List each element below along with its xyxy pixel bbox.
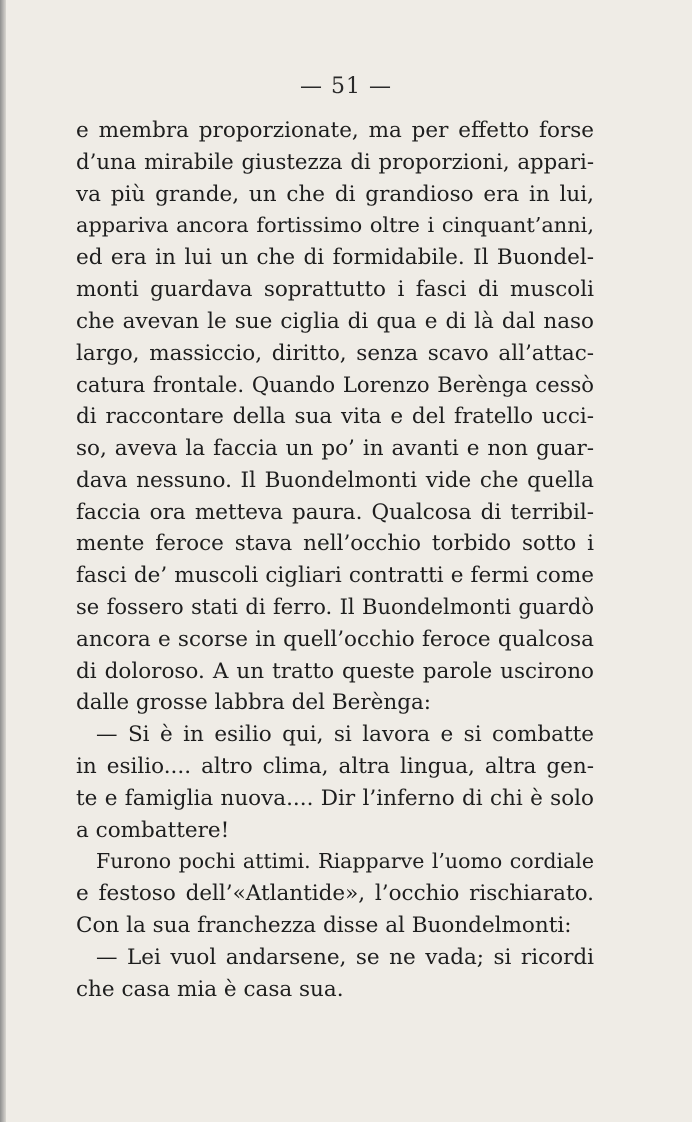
text-line: in esilio.... altro clima, altra lingua, altra gen- — [76, 753, 594, 779]
text-line: appariva ancora fortissimo oltre i cinquant’anni, — [76, 213, 594, 238]
text-line: dava nessuno. Il Buondelmonti vide che quella — [76, 467, 594, 493]
text-line: monti guardava soprattutto i fasci di muscoli — [76, 276, 594, 302]
text-line: va più grande, un che di grandioso era in lui, — [76, 181, 594, 207]
text-line: largo, massiccio, diritto, senza scavo all’attac- — [76, 340, 594, 366]
text-line: e membra proporzionate, ma per effetto forse — [76, 118, 594, 143]
text-line: che avevan le sue ciglia di qua e di là dal naso — [76, 308, 594, 334]
text-line: che casa mia è casa sua. — [76, 976, 344, 1002]
text-line: faccia ora metteva paura. Qualcosa di terribil- — [76, 499, 594, 525]
text-line: di raccontare della sua vita e del fratello ucci- — [76, 404, 594, 430]
text-line: mente feroce stava nell’occhio torbido sotto i — [76, 531, 594, 557]
text-line: a combattere! — [76, 817, 230, 843]
text-line: fasci de’ muscoli cigliari contratti e fermi come — [76, 563, 594, 589]
text-line: so, aveva la faccia un po’ in avanti e non guar- — [76, 435, 594, 461]
text-line: se fossero stati di ferro. Il Buondelmonti guardò — [76, 594, 594, 619]
page-binding-edge — [0, 0, 6, 1122]
text-line: dalle grosse labbra del Berènga: — [76, 690, 432, 716]
text-line: catura frontale. Quando Lorenzo Berènga cessò — [76, 372, 594, 398]
text-line: d’una mirabile giustezza di proporzioni, appari- — [76, 149, 594, 175]
text-line: ancora e scorse in quell’occhio feroce qualcosa — [76, 626, 594, 652]
text-line: Furono pochi attimi. Riapparve l’uomo cordiale — [96, 849, 594, 874]
body-text — [76, 115, 594, 1005]
text-line: ed era in lui un che di formidabile. Il Buondel- — [76, 245, 594, 271]
text-line: te e famiglia nuova.... Dir l’inferno di chi è solo — [76, 785, 594, 811]
page-number: — 51 — — [300, 74, 392, 99]
text-line: e festoso dell’«Atlantide», l’occhio rischiarato. — [76, 881, 594, 907]
text-line: Con la sua franchezza disse al Buondelmonti: — [76, 912, 572, 938]
text-line: — Lei vuol andarsene, se ne vada; si ricordi — [96, 944, 594, 970]
text-line: di doloroso. A un tratto queste parole uscirono — [76, 658, 594, 684]
text-line: — Si è in esilio qui, si lavora e si combatte — [96, 722, 594, 748]
